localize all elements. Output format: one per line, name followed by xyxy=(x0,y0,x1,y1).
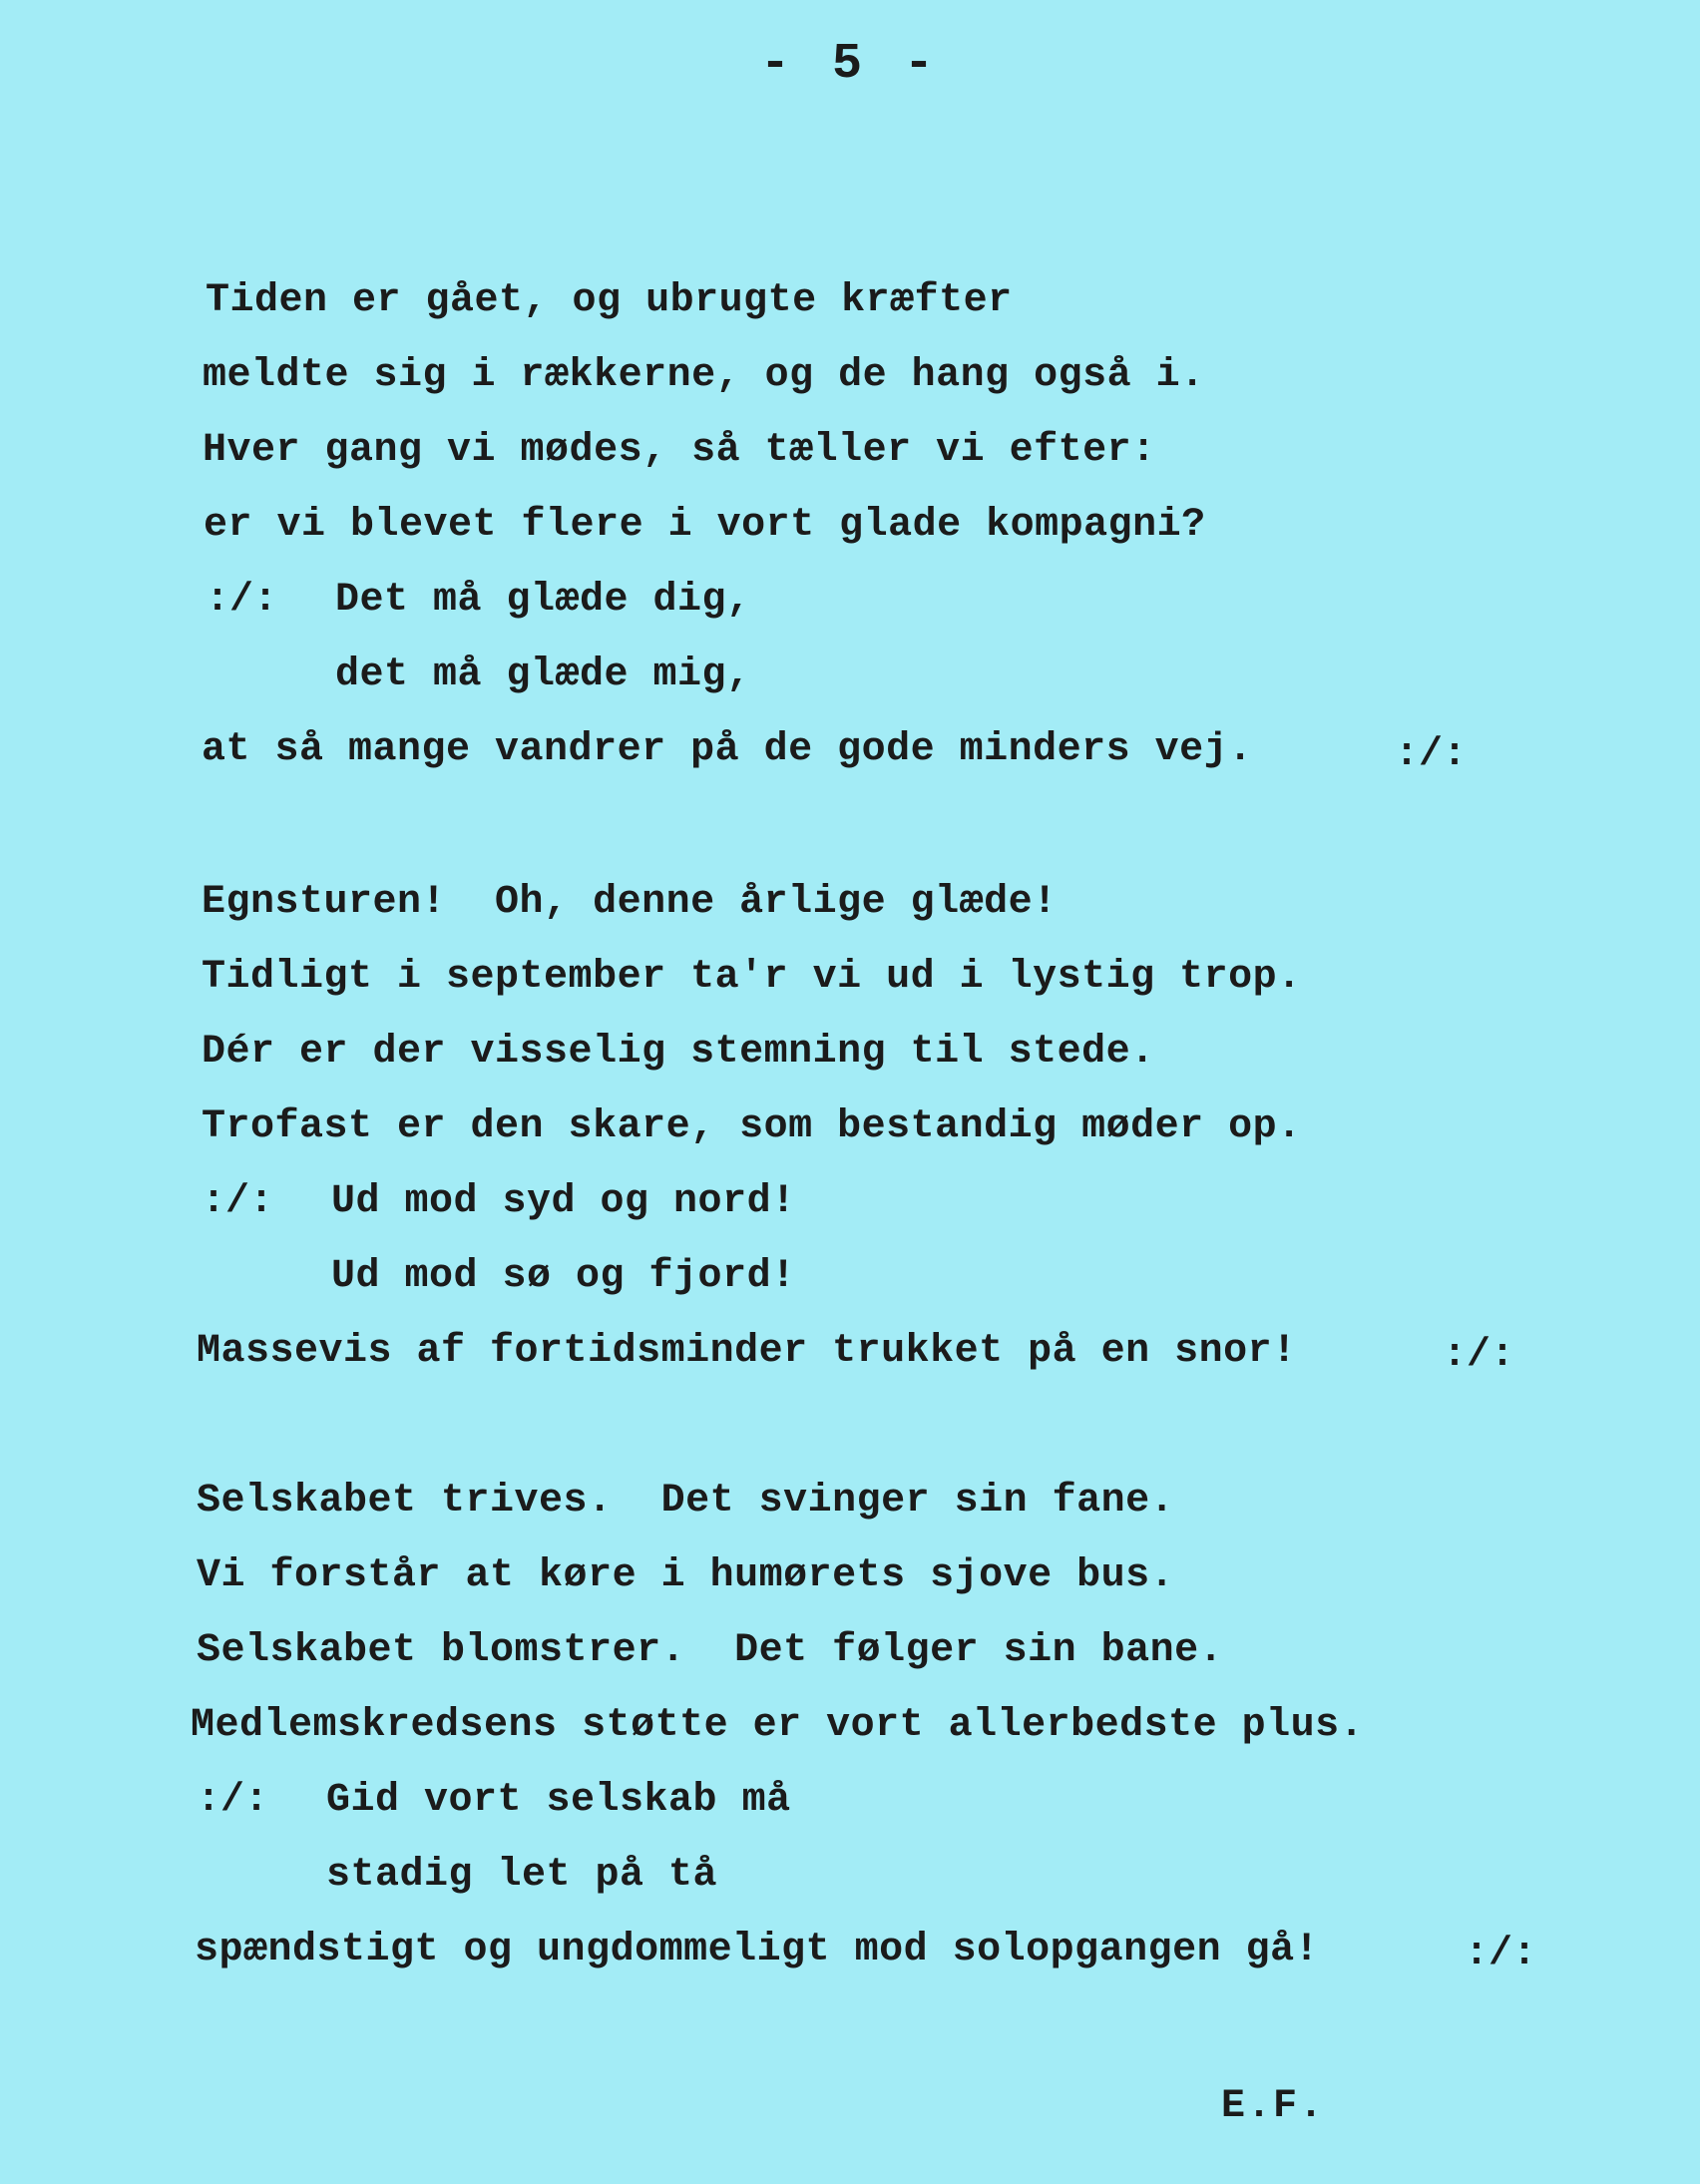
verse-line: er vi blevet flere i vort glade kompagni? xyxy=(204,503,1206,548)
final-line: at så mange vandrer på de gode minders vej. xyxy=(202,727,1253,772)
verse-line: Trofast er den skare, som bestandig møder op. xyxy=(202,1104,1302,1149)
final-line: spændstigt og ungdommeligt mod solopgangen gå! xyxy=(195,1928,1320,1972)
refrain-line: Ud mod syd og nord! xyxy=(331,1179,796,1224)
verse-line: meldte sig i rækkerne, og de hang også i. xyxy=(203,353,1205,398)
refrain-line: Ud mod sø og fjord! xyxy=(331,1254,796,1299)
verse-line: Tidligt i september ta'r vi ud i lystig trop. xyxy=(202,955,1302,1000)
refrain-line: det må glæde mig, xyxy=(335,653,751,697)
refrain-line: Det må glæde dig, xyxy=(335,578,751,623)
author-signature: E.F. xyxy=(1221,2084,1326,2129)
final-line: Massevis af fortidsminder trukket på en snor! xyxy=(197,1329,1297,1374)
verse-line: Medlemskredsens støtte er vort allerbedste plus. xyxy=(191,1703,1365,1748)
verse-line: Hver gang vi mødes, så tæller vi efter: xyxy=(203,428,1156,473)
verse-line: Selskabet trives. Det svinger sin fane. xyxy=(197,1479,1175,1524)
repeat-start-marker: :/: xyxy=(197,1778,269,1823)
repeat-end-marker: :/: xyxy=(1465,1932,1537,1976)
repeat-end-marker: :/: xyxy=(1443,1333,1515,1378)
repeat-end-marker: :/: xyxy=(1395,732,1468,777)
repeat-start-marker: :/: xyxy=(202,1179,274,1224)
refrain-line: Gid vort selskab må xyxy=(326,1778,791,1823)
repeat-start-marker: :/: xyxy=(206,578,278,623)
page-number: - 5 - xyxy=(759,36,941,93)
verse-line: Tiden er gået, og ubrugte kræfter xyxy=(206,278,1013,323)
verse-line: Vi forstår at køre i humørets sjove bus. xyxy=(197,1553,1175,1598)
verse-line: Selskabet blomstrer. Det følger sin bane. xyxy=(197,1628,1224,1673)
verse-line: Dér er der visselig stemning til stede. xyxy=(202,1030,1155,1075)
refrain-line: stadig let på tå xyxy=(326,1853,718,1898)
verse-line: Egnsturen! Oh, denne årlige glæde! xyxy=(202,880,1058,925)
